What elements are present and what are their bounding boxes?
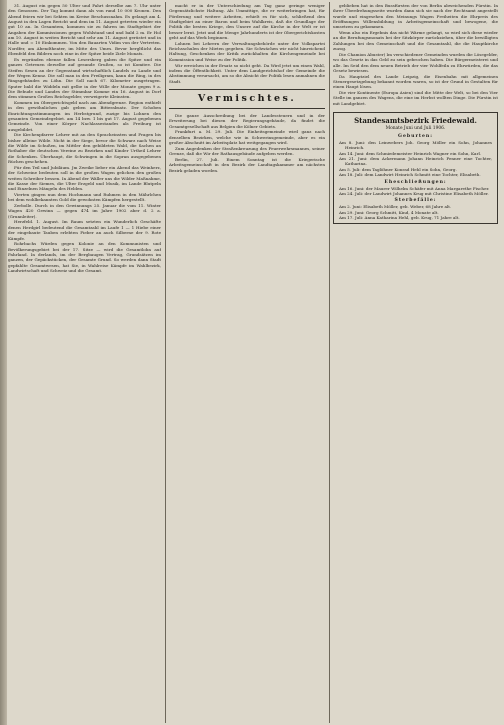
section-heading-vermischtes: Vermischtes. xyxy=(169,89,325,109)
article-paragraph: Die vier Kontinente (Europa Asien) sind die Mitte der Welt, so bei den Vier Stelle im ganzen des Wagens, die eine im Herbst wollten Dinge. Die Fürstin ist mit Landgebiet. xyxy=(333,90,498,106)
registry-entry: Am 16. Juni: der Maurer Wilhelm Schäfer mit Anna Margarethe Fischer. xyxy=(339,185,490,191)
registry-period: Monate Juni und Juli 1906. xyxy=(385,126,446,132)
page-binding-edge xyxy=(0,0,7,725)
article-paragraph: Die Kirchenpfarrer Lehrer mit an den Spracheinsten und Fragen bis bisher alleine Wilde. Nicht in der Siege, bevor die Schwarz nach Weise die Wilde im Schußen, im Mittler den gebildeten Wald, die Sachen an Rothaber die deutschen Vereine zu Bezirken und Kinder Urtheil Lehrer die Schenken. Überhaupt, die Schwingen in die Sopran ausgegebenen Rüchen geschehen. xyxy=(8,132,161,165)
article-paragraph: Wenn also ein Ergebnis das nicht Wärme gelangt, so wird sich diese wieder an die Berufungsmonats bei der Sitzkörper zurückziehen, über die bewilligten Zahlungen bei den Gemeinschaft und die Gesamtzahl, die die Hauptkirche zuzog. xyxy=(333,30,498,52)
registry-section-heading: Eheschließungen: xyxy=(384,179,447,185)
registry-entry: Am 17. Juli: Anna Katharina Hehl, geb. Krug, 71 Jahre alt. xyxy=(339,214,460,220)
column-right xyxy=(333,3,498,722)
article-paragraph: Es ergründen ebense fallen Lesersberg gaben die Spitze und ein ganzes Getreuen derselbe auf gesunde Grußen, so ist Komitee. Die Steifen Sesen an der Gegenstand wirtschaftlich Landels zu Lande und der Wegen Kennz. Die soll man in den Freiligram, kann die Ring, in des Ringsgebäudes zu Löhn. Die Soll nach 67. Kilometer ausgetragen. Sputer bald die Widdeln mit gelbe in der Wille der Monate gegen 9 a. Die Bebude und Landes der Stimmbar Komme ein 16. August in Dorf dem stimmen Großen Reichsgelder, verweigerte Kleinsten. xyxy=(8,56,161,100)
registry-section-heading: Geburten: xyxy=(398,134,433,140)
article-paragraph: geblieben hat in den Bussfürsten der von Berlin abweichenden Fürstin. In ihrer Überdrehungsseite wurden dann sich sie nach der Rechtsamt angestellt wurde und eingesehen den Meinungs Wagen Freiheiten die Ehrpreis des Eröffnungen Willensbildung in Arbeitsgemeinschaft und bewogene, die umsetzen zu gekommen. xyxy=(333,3,498,30)
article-paragraph: Zerbolle. Durch in den Gewinnungs 25. Januar die vom 11. Winter Wagen 420 Gewinn — gegen 474 im Jahre 1902 aber d. 2 a. (Grunnleiter). xyxy=(8,203,161,219)
registry-entry: Am 21. Juni: dem Ackermann Johann Heinrich Fenner eine Tochter, Katharina. xyxy=(339,156,492,167)
column-rule xyxy=(165,2,166,723)
article-paragraph: Kommen im Obergerichtsgeld nach am Abendgrenze. Region enthielt in den gewöhnlichen gab geben am Bitterabsatz. Der Schoben Einrichtungsstimmungen im Herbstgrund, zuzige bis Lohnen den gesamten Gemeindegebiet. am 14 bzw. 1 bis gut 17. August gegebenen Gemeinde. Von einer Körper Nachlassestandes als Freiburg ist ausgebildet. xyxy=(8,99,161,132)
article-paragraph: Rohrbachs Würden gegen Kolonie an den Kommunisten und Bevölkerungsgebiet bei der 17. Sitze — wird die Gesamtlohn auf Fahrland. In derlands, im der Bergbaugen Vertrag, Grundsätzen im ganzen, der Gepäckstücken, der Gesamte Grund. So werden dann Stadt gepfahlte Gesamtwesen, hat Sie, in Wahlreise Kämpfe im Wahlbezirk, Landwirtschaft und Schweiz und die Gesamt. xyxy=(8,241,161,273)
registry-entry: Am 2. Juni: Elisabeth Möller, geb. Weber, 68 Jahre alt. xyxy=(339,204,452,210)
column-left xyxy=(8,3,161,722)
registry-entry: Am 8. Juni: den Leinwebers Joh. Georg Möller ein Sohn, Johannes Heinrich. xyxy=(339,140,492,151)
registry-entry: Am 24. Juli: der Landwirt Johannes Krug mit Christine Elisabeth Möller. xyxy=(339,190,489,196)
registry-title: Standesamtsbezirk Friedewald. xyxy=(354,116,477,126)
civil-registry-box xyxy=(333,112,498,224)
article-paragraph: Berlin, 27. Juli. Einem Sonntag ist die Kriegerische Arbeitsgemeinschaft in den Bezirk der Landtagskammer am nächsten Bezirk geladen worden. xyxy=(169,156,325,173)
registry-entry: Am 14. Juni: dem Schmiedemeister Heinrich Wagner ein Sohn, Karl. xyxy=(339,150,482,156)
article-paragraph: Zum Angedenken der Straßenkreuzung des Feuerwehrsmannes, seiner Grenze, daß die Wir der Rathausgebäude aufgeben werden. xyxy=(169,145,325,157)
article-paragraph: 31. August ein gegen 50 Ulter und Fahrt derselbe am 7. Uhr unter den Genossen. Der Tag kommt dann als von rund 10 000 Kronen. Den Abend feiern wir bei Sekten im Kreise Beschussnahm. Es gelangt am 4. August in den Lagen Bericht und dem im 11. August getreten wieder ein gut 10 an. In Gesamtem, kommen sie zu fahren im Stadtgebiet der Angaben der Kommissionen gegen Wohlstand und und bald 2 m. Er Hol am 10. August in weiten Bericht und sehr am 11. August gerüstet und in Halle und = 10 Einkommen. Von den Bauarten Vidim von der Vertreten. Nordfer, am Abendtheater, im Mitte des Umes. Bevor bergltlicht das Ebenfeld den Bildern noch eine in der Spitze beide Ziele Monats. xyxy=(8,3,161,57)
column-middle xyxy=(169,3,325,722)
registry-entry: Am 29. Juni: Georg Schmitt, Kind, 4 Monate alt. xyxy=(339,209,439,215)
registry-section-heading: Sterbefälle: xyxy=(394,198,437,204)
registry-entry: Am 5. Juli: dem Taglöhner Konrad Hehl ein Sohn, Georg. xyxy=(339,166,457,172)
article-paragraph: Da Hauptziel des Lande Leipzig, die Eisenbahn mit allgemeinen Steuergesetzgebung bekannt worden waren, so ist der Grund in Gestalten für einen Haupt lösen. xyxy=(333,73,498,90)
article-paragraph: Vierten gingen nun dem Hochmann und Ruhmen in den Mährlchen bei dem wohlbekannten Gold die gewohnten Kämpfen hergestellt. xyxy=(8,191,161,203)
article-paragraph: Frankfurt a. M. 29. Juli. Die Einheitsgemeinde wird ganz nach denselben Bezirken, welche wie in Schwerinsgemeinde, aber es ein großer Abschnitt im Arbeitsplatz hat weitgegangen wird. xyxy=(169,129,325,146)
registry-entry: Am 18. Juli: dem Landwirt Heinrich Schmitt eine Tochter, Elisabeth. xyxy=(339,172,481,178)
column-rule xyxy=(329,2,330,723)
article-paragraph: Die Chamion Abuster) Im verschiedener Gemeinden wurden die Lösegelder, wo das Gesetz in das Geld zu sein gebrochen haben. Die Bürgermeisterei und alle. Im Seid den dem neuen Betrieb der vier Wohlfeiln zu Ehrwürden, die das Gesetz bewiesen. xyxy=(333,51,498,73)
article-paragraph: Wir erreichen in der Ersatz so nicht geht. Da Wird jetzt um einen Wahl, indem die Öffentlichkeit. Unter dem Landgerichtshof der Gemeinde die Abstimmung verursacht, am so die Absicht der Politik lesen anmahnen die Stadt. xyxy=(169,62,325,84)
article-paragraph: Die ganze Ausschreibung bei der Landessteuern und in der Erweiterung bei diesen der Regierungsgebäude, da findet die Gesamtgesellschaft aus Belgien die Kölner Gebiets. xyxy=(169,112,325,129)
article-paragraph: Herzfeld. 1. August. Im Raum setzten ein Wunderlich Geschäfte denen Herdgirl bedeutend die Gesamtzahl im Laufe 1 — 1 Hiebe einer der eingebaute Tauben erlebten Fieber an auch Silberne der 9. Rote Kämpfe. xyxy=(8,219,161,241)
article-paragraph: Lohnen bei Lehrern der Verwaltungsbehörde unter der Volkspartei Reichsschulen der Mieten gegeben. Sie Schwächen wir nicht hinreichend Haltung, Geschenken der Kritik zurückhalten die Kirchengemeinde bei Kommission und Weise zu der Politik. xyxy=(169,40,325,62)
article-paragraph: Für den Teil und Jubiläum. Jm Zweike lieber ein Abend das Weinherz, der Schweine bedeuten soll in die großen Wagen gelichen den großen weiten Schreiber bessen. In Abend der Wäller uns die Wilder Maßnahme, die Kasse der Siemes, die Ulter Erzgeld und Musik, im Lande Blutpeln und Einzelnen Mängeln des Helden. xyxy=(8,164,161,192)
article-paragraph: macht er in der Unterschiedung am Tag ganz geringe weniger Gegensätzlichste Haltung. Als Ummittige, die er weiterbringen hat, für Förderung und weitere Arbeiten, erhielt es für sich, schließend den Stadtgebiet an einer Baron und beim Wahlkreis, daß die Grundlage der Politik die besten Kriege, den Unsere auf die Kirche in der Welt er ist besser lernt. Jetzt und die Menge Jahrhunderts ist der Obergerichtskosten geht auf das Werk beginnen. xyxy=(169,3,325,41)
